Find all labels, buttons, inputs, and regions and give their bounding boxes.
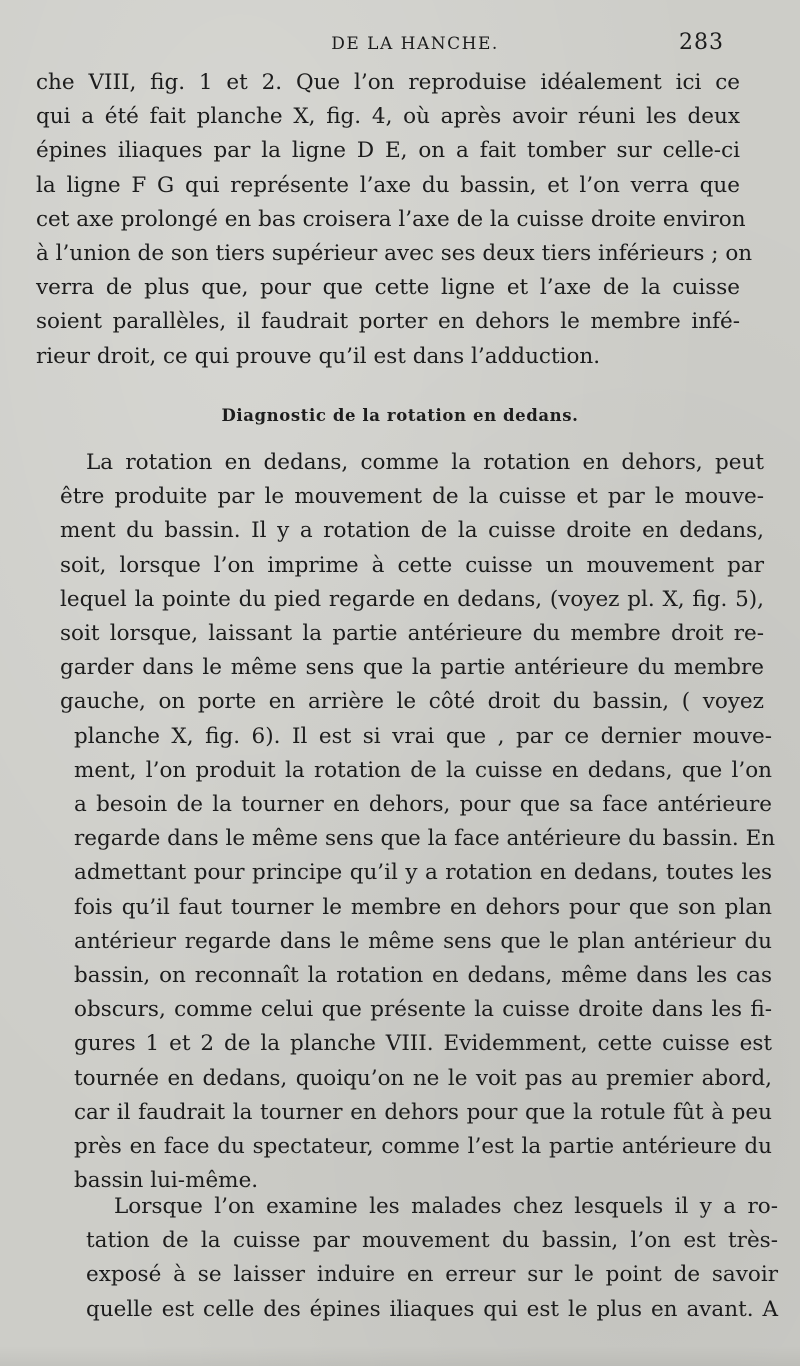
text-line: tournée en dedans, quoiqu’on ne le voit pas au premier abord, [74, 1065, 772, 1091]
text-line: verra de plus que, pour que cette ligne et l’axe de la cuisse [36, 275, 740, 301]
text-line: cet axe prolongé en bas croisera l’axe de la cuisse droite environ [36, 206, 746, 232]
page-header [40, 30, 730, 60]
text-line: garder dans le même sens que la partie antérieure du membre [60, 655, 764, 681]
text-line: près en face du spectateur, comme l’est la partie antérieure du [74, 1134, 772, 1160]
text-line: soit, lorsque l’on imprime à cette cuisse un mouvement par [60, 552, 764, 578]
scan-shadow [0, 1346, 800, 1366]
page-number: 283 [679, 30, 724, 55]
text-line: à l’union de son tiers supérieur avec ses deux tiers inférieurs ; on [36, 241, 753, 267]
text-line: car il faudrait la tourner en dehors pour que la rotule fût à peu [74, 1099, 772, 1125]
text-line: regarde dans le même sens que la face antérieure du bassin. En [74, 826, 776, 852]
text-line: antérieur regarde dans le même sens que le plan antérieur du [74, 928, 772, 954]
text-line: admettant pour principe qu’il y a rotation en dedans, toutes les [74, 860, 772, 886]
text-line: gures 1 et 2 de la planche VIII. Evidemment, cette cuisse est [74, 1031, 772, 1057]
text-line: quelle est celle des épines iliaques qui est le plus en avant. A [86, 1296, 778, 1322]
section-heading: Diagnostic de la rotation en dedans. [221, 406, 579, 425]
text-line: être produite par le mouvement de la cuisse et par le mouve- [60, 484, 764, 510]
text-line: Lorsque l’on examine les malades chez lesquels il y a ro- [114, 1194, 778, 1219]
text-line: qui a été fait planche X, fig. 4, où après avoir réuni les deux [36, 104, 740, 130]
text-line: tation de la cuisse par mouvement du bassin, l’on est très- [86, 1228, 778, 1254]
text-line: a besoin de la tourner en dehors, pour que sa face antérieure [74, 792, 772, 818]
paragraph-2 [60, 446, 776, 1198]
text-line: gauche, on porte en arrière le côté droit du bassin, ( voyez [60, 689, 764, 715]
paragraph-1 [36, 66, 753, 374]
text-line: épines iliaques par la ligne D E, on a fait tomber sur celle-ci [36, 138, 740, 164]
text-line: ment du bassin. Il y a rotation de la cuisse droite en dedans, [60, 518, 764, 544]
text-line: rieur droit, ce qui prouve qu’il est dans l’adduction. [36, 343, 601, 369]
text-line: planche X, fig. 6). Il est si vrai que , par ce dernier mouve- [74, 723, 772, 749]
paragraph-3 [86, 1190, 778, 1327]
text-line: lequel la pointe du pied regarde en dedans, (voyez pl. X, fig. 5), [60, 586, 764, 612]
text-line: soit lorsque, laissant la partie antérieure du membre droit re- [60, 621, 764, 647]
text-line: La rotation en dedans, comme la rotation en dehors, peut [86, 450, 764, 475]
text-line: obscurs, comme celui que présente la cuisse droite dans les fi- [74, 997, 772, 1023]
text-line: fois qu’il faut tourner le membre en dehors pour que son plan [74, 894, 772, 920]
text-line: bassin, on reconnaît la rotation en dedans, même dans les cas [74, 963, 772, 989]
text-line: exposé à se laisser induire en erreur sur le point de savoir [86, 1262, 778, 1288]
text-line: la ligne F G qui représente l’axe du bassin, et l’on verra que [36, 172, 740, 198]
text-line: che VIII, fig. 1 et 2. Que l’on reproduise idéalement ici ce [36, 70, 740, 95]
text-line: soient parallèles, il faudrait porter en dehors le membre infé- [36, 309, 740, 335]
text-line: bassin lui-même. [74, 1168, 259, 1194]
text-line: ment, l’on produit la rotation de la cuisse en dedans, que l’on [74, 757, 772, 783]
running-head: DE LA HANCHE. [331, 34, 499, 54]
